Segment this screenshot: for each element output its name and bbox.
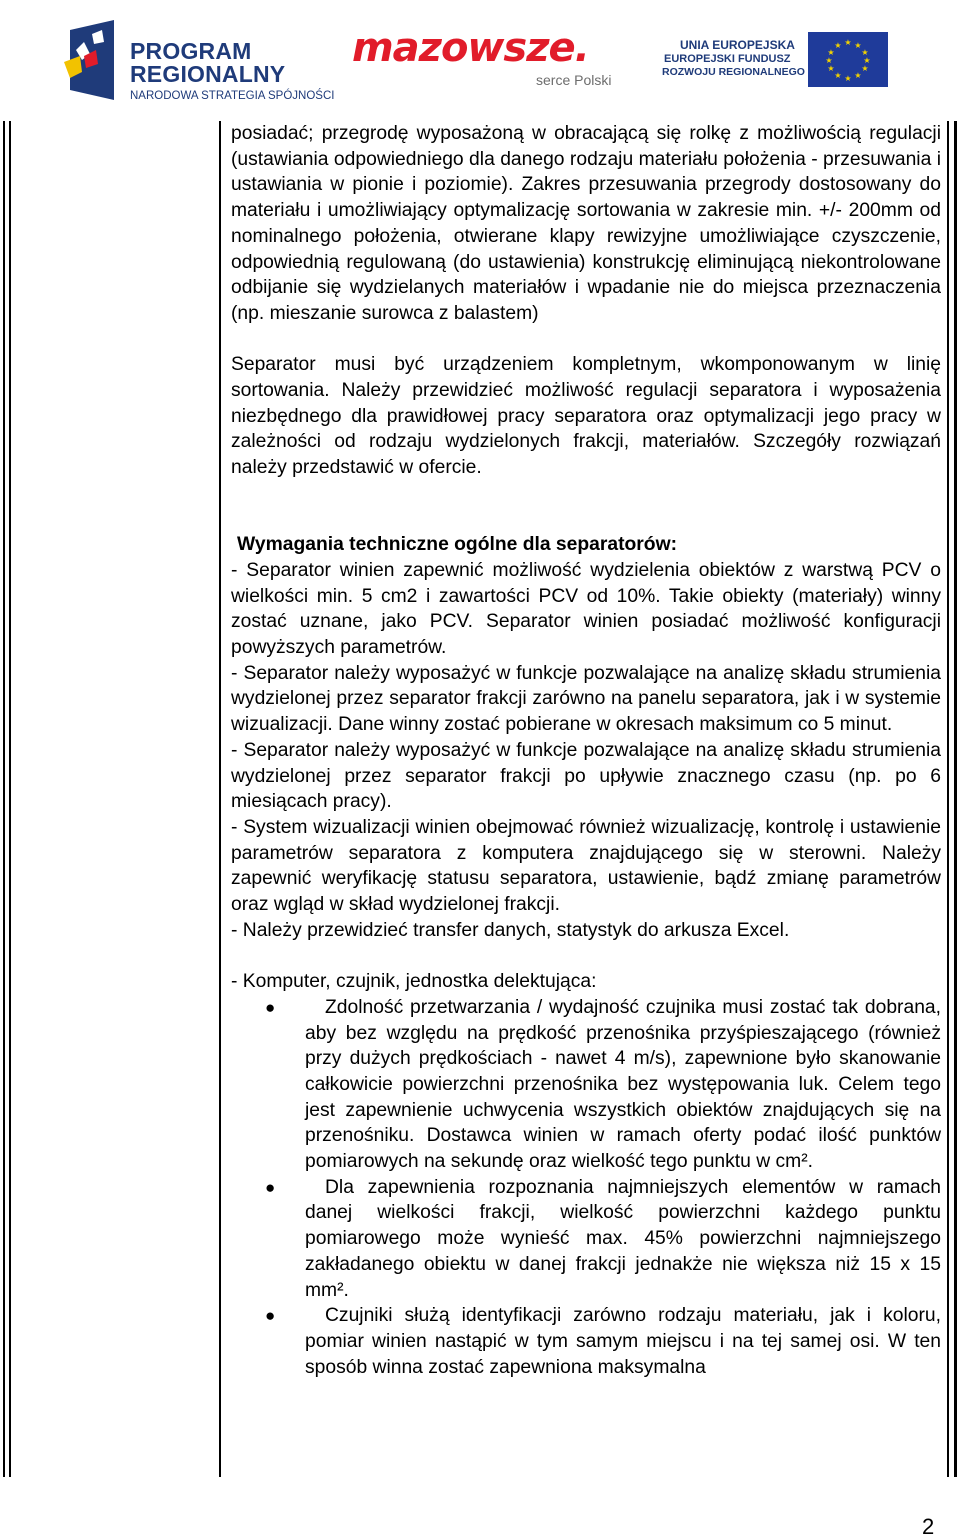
program-regionalny-logo xyxy=(62,20,335,102)
svg-text:★: ★ xyxy=(863,56,871,65)
table-column-divider xyxy=(219,121,221,1477)
svg-text:★: ★ xyxy=(827,64,835,73)
requirement-analysis-long-term: - Separator należy wyposażyć w funkcje pozwalające na analizę składu strumienia wydzielonej przez separator frakcji po upływie znacznego czasu (np. po 6 miesiącach pracy). xyxy=(231,739,941,813)
table-border-left-inner xyxy=(9,121,11,1477)
list-item-text: Czujniki służą identyfikacji zarówno rodzaju materiału, jak i koloru, pomiar winien nastąpić w tym samym miejscu i na tej samej osi. W ten sposób winna zostać zapewniona maksymalna xyxy=(305,1305,941,1378)
list-item xyxy=(231,1303,941,1380)
bullet-icon: ● xyxy=(265,1306,276,1326)
svg-text:★: ★ xyxy=(844,38,852,47)
svg-text:★: ★ xyxy=(834,41,842,50)
program-title-line2: REGIONALNY xyxy=(130,61,286,87)
svg-text:★: ★ xyxy=(827,48,835,57)
bullet-icon: ● xyxy=(265,1177,276,1197)
svg-text:★: ★ xyxy=(854,71,862,80)
table-border-right xyxy=(954,121,957,1477)
computer-sensor-heading: - Komputer, czujnik, jednostka delektująca: xyxy=(231,971,597,993)
mazowsze-tagline: serce Polski xyxy=(536,72,612,88)
eu-flag-icon xyxy=(808,32,888,87)
paragraph-separator-complete: Separator musi być urządzeniem kompletnym, wkomponowanym w linię sortowania. Należy przewidzieć możliwość regulacji separatora i wyposażenia niezbędnego dla prawidłowej pracy separatora oraz optymalizacji jego pracy w zależności od rodzaju wydzielonych frakcji, materiałów. Szczegóły rozwiązań należy przedstawić w ofercie. xyxy=(231,354,941,479)
table-border-right-inner xyxy=(947,121,949,1477)
requirement-analysis-panel: - Separator należy wyposażyć w funkcje pozwalające na analizę składu strumienia wydzielonej przez separator frakcji zarówno na panelu separatora, jak i w systemie wizualizacji. Dane winny zostać pobierane w okresach maksimum co 5 minut. xyxy=(231,662,941,736)
svg-text:★: ★ xyxy=(861,48,869,57)
mazowsze-wordmark: mazowsze. xyxy=(352,25,589,71)
page-header xyxy=(0,0,960,110)
svg-text:★: ★ xyxy=(861,64,869,73)
list-item-text: Dla zapewnienia rozpoznania najmniejszych elementów w ramach danej wielkości frakcji, wielkość powierzchni każdego punktu pomiarowego może wynieść max. 45% powierzchni najmniejszego zakładanego obiektu w danej frakcji jednakże nie większa niż 15 x 15 mm². xyxy=(305,1176,941,1301)
section-heading: Wymagania techniczne ogólne dla separatorów: xyxy=(237,534,677,556)
requirement-excel-transfer: - Należy przewidzieć transfer danych, statystyk do arkusza Excel. xyxy=(231,919,790,941)
table-text-cell xyxy=(231,121,941,1380)
table-border-left xyxy=(3,121,5,1477)
program-title-line1: PROGRAM xyxy=(130,38,252,64)
svg-text:★: ★ xyxy=(825,56,833,65)
mazowsze-logo xyxy=(352,25,622,94)
eu-line3: ROZWOJU REGIONALNEGO xyxy=(662,66,805,78)
requirement-visualization: - System wizualizacji winien obejmować również wizualizację, kontrolę i ustawienie parametrów separatora z komputera znajdującego się w sterowni. Należy zapewnić weryfikację statusu separatora, ustawienie, bądź zmianę parametrów oraz wgląd w skład wydzielonej frakcji. xyxy=(231,816,941,916)
bullet-icon: ● xyxy=(265,997,276,1017)
program-subtitle: NARODOWA STRATEGIA SPÓJNOŚCI xyxy=(130,90,335,102)
eu-logo xyxy=(660,32,890,88)
list-item xyxy=(231,995,941,1175)
svg-text:★: ★ xyxy=(854,41,862,50)
svg-text:★: ★ xyxy=(834,71,842,80)
eu-line2: EUROPEJSKI FUNDUSZ xyxy=(664,53,791,65)
paragraph-partition-description: posiadać; przegrodę wyposażoną w obracającą się rolkę z możliwością regulacji (ustawiania odpowiedniego dla danego rodzaju materiału położenia - przesuwania i ustawiania w pionie i poziomie). Zakres przesuwania przegrody dostosowany do materiału i umożliwiający optymalizację sortowania w zakresie min. +/- 200mm od nominalnego położenia, otwierane klapy rewizyjne umożliwiające czyszczenie, odpowiednią regulowaną (do ustawienia) konstrukcję eliminującą niekontrolowane odbijanie się wydzielanych materiałów i wpadanie nie do miejsca przeznaczenia (np. mieszanie surowca z balastem) xyxy=(231,123,941,324)
eu-line1: UNIA EUROPEJSKA xyxy=(680,38,795,52)
list-item xyxy=(231,1175,941,1304)
list-item-text: Zdolność przetwarzania / wydajność czujnika musi zostać tak dobrana, aby bez względu na prędkość przenośnika przyśpieszającego (również przy dużych prędkościach - nawet 4 m/s), zapewnione było skanowanie całkowicie powierzchni przenośnika bez występowania luk. Celem tego jest zapewnienie uchwycenia wszystkich obiektów znajdujących się na przenośniku. Dostawca winien w ramach oferty podać ilość punktów pomiarowych na sekundę oraz wielkość tego punktu w cm². xyxy=(305,996,941,1173)
svg-text:★: ★ xyxy=(844,74,852,83)
program-regionalny-emblem-icon xyxy=(62,20,120,100)
sensor-requirements-list xyxy=(231,995,941,1381)
page-number: 2 xyxy=(922,1514,935,1539)
requirement-pcv: - Separator winien zapewnić możliwość wydzielenia obiektów z warstwą PCV o wielkości min. 5 cm2 i zawartości PCV od 10%. Takie obiekty (materiały) winny zostać uznane, jako PCV. Separator winien posiadać możliwość konfiguracji powyższych parametrów. xyxy=(231,559,941,659)
